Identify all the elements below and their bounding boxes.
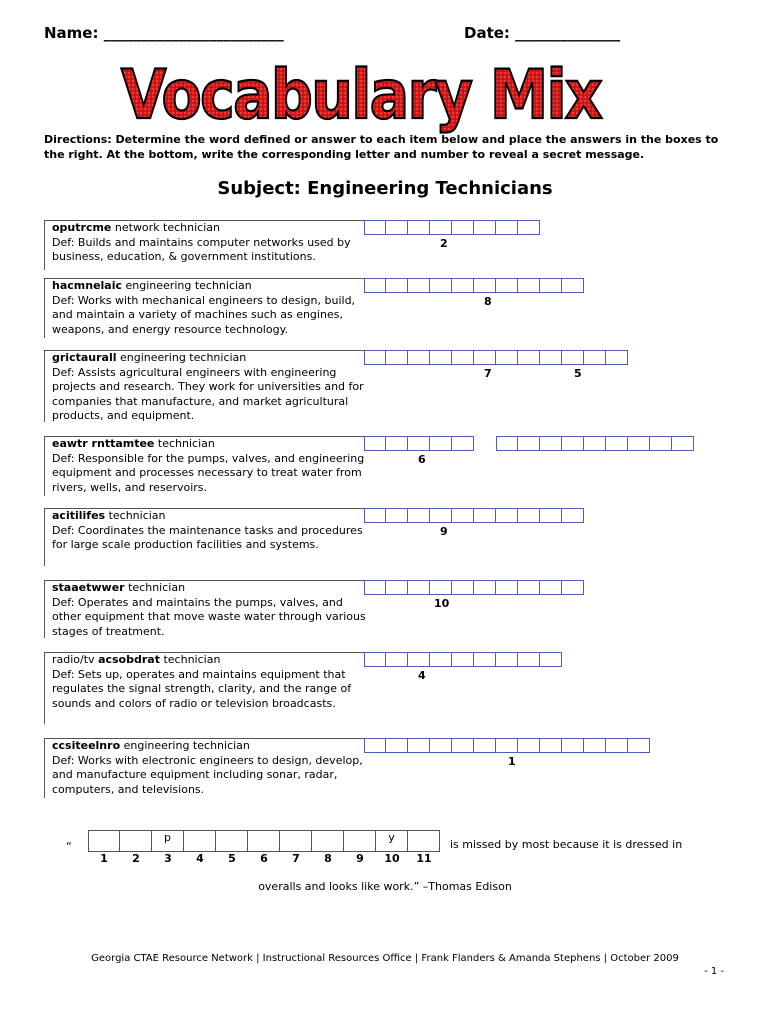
open-quote: “ (66, 840, 72, 853)
message-box[interactable] (88, 830, 120, 852)
item-suffix: technician (105, 509, 166, 522)
item-suffix: technician (154, 437, 215, 450)
message-box[interactable] (120, 830, 152, 852)
date-field-label: Date: ______________ (464, 24, 621, 42)
message-box[interactable] (184, 830, 216, 852)
letter-number: 6 (418, 453, 426, 466)
message-number: 4 (196, 852, 204, 865)
letter-number: 9 (440, 525, 448, 538)
message-box[interactable] (216, 830, 248, 852)
answer-boxes-1[interactable] (364, 220, 540, 235)
letter-number: 2 (440, 237, 448, 250)
item-suffix: technician (124, 581, 186, 594)
scramble-word: ccsiteelnro (52, 739, 121, 752)
quote-middle-text: is missed by most because it is dressed in (450, 838, 683, 851)
answer-boxes-2[interactable] (364, 278, 584, 293)
item-definition: Def: Coordinates the maintenance tasks and procedures for large scale production facilities and systems. (52, 523, 363, 551)
scramble-word: staaetwwer (52, 581, 125, 594)
message-number: 9 (356, 852, 364, 865)
item-definition: Def: Works with electronic engineers to design, develop, and manufacture equipment including sonar, radar, computers, and televisions. (52, 753, 363, 796)
item-definition: Def: Works with mechanical engineers to design, build, and maintain a variety of machines such as engines, weapons, and energy resource technology. (52, 293, 356, 336)
footer-credits: Georgia CTAE Resource Network | Instructional Resources Office | Frank Flanders & Amanda Stephens | October 2009 (91, 953, 679, 964)
item-definition: Def: Operates and maintains the pumps, valves, and other equipment that move waste water through various stages of treatment. (52, 595, 366, 638)
message-box[interactable]: y (376, 830, 408, 852)
message-number: 5 (228, 852, 236, 865)
message-box[interactable] (280, 830, 312, 852)
letter-number: 8 (484, 295, 492, 308)
answer-boxes-8[interactable] (364, 738, 650, 753)
scramble-word: grictaurall (52, 351, 117, 364)
scramble-word: hacmnelaic (52, 279, 123, 292)
page-number: - 1 - (704, 966, 724, 977)
item-definition: Def: Responsible for the pumps, valves, and engineering equipment and processes necessary to treat water from rivers, wells, and reservoirs. (52, 451, 365, 494)
answer-boxes-5[interactable] (364, 508, 584, 523)
item-suffix: engineering technician (116, 351, 247, 364)
message-number: 3 (164, 852, 172, 865)
message-box[interactable] (344, 830, 376, 852)
item-suffix: engineering technician (120, 739, 250, 752)
vocabulary-mix-title-art (116, 52, 606, 135)
message-number: 7 (292, 852, 300, 865)
scramble-word: acsobdrat (98, 653, 160, 666)
title-art-text: Vocabulary Mix (121, 56, 602, 135)
scramble-word: acitilifes (52, 509, 106, 522)
letter-number: 1 (508, 755, 516, 768)
item-definition: Def: Sets up, operates and maintains equipment that regulates the signal strength, clarity, and the range of sounds and colors of radio or television broadcasts. (52, 667, 352, 710)
subject-title: Subject: Engineering Technicians (217, 178, 553, 199)
scramble-word: oputrcme (52, 221, 112, 234)
scramble-word: eawtr rnttamtee (52, 437, 155, 450)
item-prefix: radio/tv (52, 653, 99, 666)
letter-number: 10 (434, 597, 450, 610)
message-box[interactable] (248, 830, 280, 852)
item-suffix: network technician (111, 221, 220, 234)
message-box[interactable] (408, 830, 440, 852)
letter-number: 5 (574, 367, 582, 380)
answer-boxes-4[interactable] (364, 436, 694, 451)
message-number: 11 (416, 852, 432, 865)
item-definition: Def: Builds and maintains computer networks used by business, education, & government institutions. (52, 235, 351, 263)
message-number: 1 (100, 852, 108, 865)
message-number: 6 (260, 852, 268, 865)
quote-end-text: overalls and looks like work.” –Thomas Edison (258, 880, 512, 893)
item-suffix: engineering technician (122, 279, 252, 292)
message-box[interactable]: p (152, 830, 184, 852)
name-field-label: Name: ________________________ (44, 24, 284, 42)
message-number: 2 (132, 852, 140, 865)
secret-message-boxes[interactable] (88, 830, 440, 852)
item-suffix: technician (159, 653, 221, 666)
item-definition: Def: Assists agricultural engineers with engineering projects and research. They work for universities and for companies that manufacture, and market agricultural products, and equipment. (52, 365, 364, 422)
answer-boxes-6[interactable] (364, 580, 584, 595)
message-number: 10 (384, 852, 400, 865)
message-number: 8 (324, 852, 332, 865)
answer-boxes-7[interactable] (364, 652, 562, 667)
letter-number: 7 (484, 367, 492, 380)
message-box[interactable] (312, 830, 344, 852)
answer-boxes-3[interactable] (364, 350, 628, 365)
directions-text: Directions: Determine the word defined or answer to each item below and place the answers in the boxes to the right. At the bottom, write the corresponding letter and number to reveal a secret message. (44, 133, 719, 161)
letter-number: 4 (418, 669, 426, 682)
